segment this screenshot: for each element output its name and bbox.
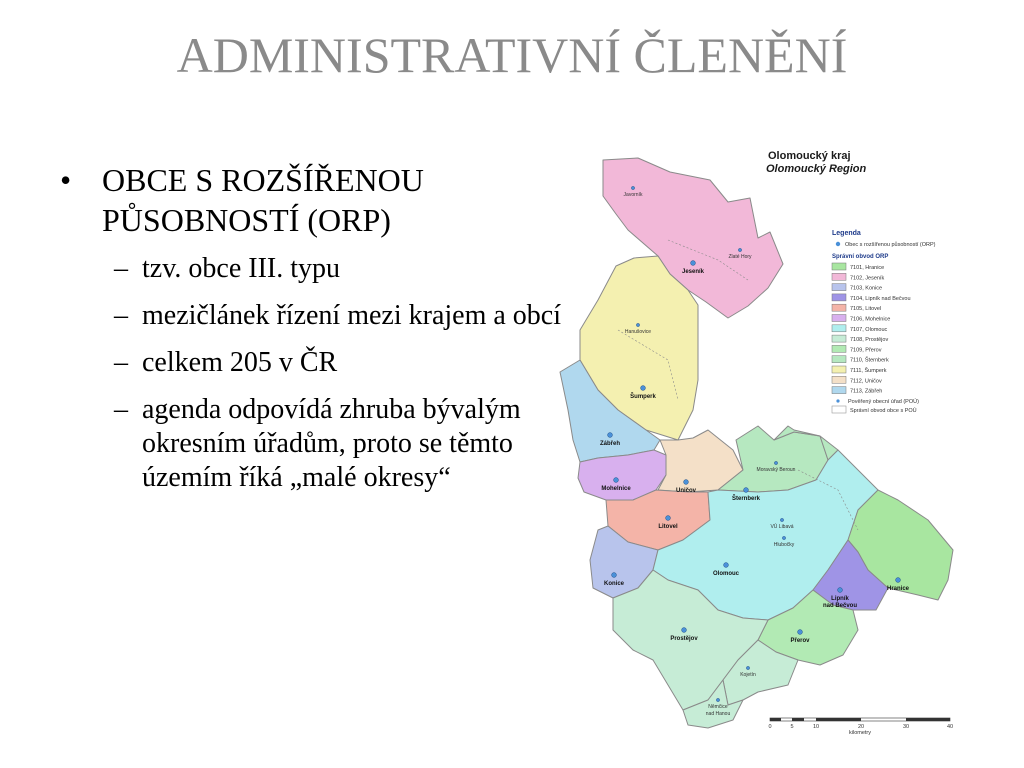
- town-marker: [724, 563, 729, 568]
- legend-swatch: [832, 335, 846, 342]
- town-label: Prostějov: [670, 636, 698, 642]
- town-marker: [738, 248, 741, 251]
- sub-bullet-list: [58, 252, 568, 495]
- scale-bar-segment: [906, 718, 950, 721]
- scale-bar-segment: [816, 718, 861, 721]
- town-marker: [631, 186, 634, 189]
- town-label: Kojetín: [740, 672, 756, 678]
- town-label: nad Bečvou: [822, 603, 858, 609]
- legend-swatch: [832, 345, 846, 352]
- town-label: Zlaté Hory: [728, 254, 752, 260]
- town-marker: [684, 480, 689, 485]
- town-marker: [682, 628, 687, 633]
- scale-bar: [768, 718, 953, 736]
- town-label: Uničov: [675, 488, 697, 494]
- town-label: Šternberk: [731, 496, 761, 502]
- legend-point-label: Obec s rozšířenou působností (ORP): [845, 242, 936, 248]
- town-label: Němčice: [708, 704, 728, 710]
- scale-tick-label: 10: [812, 724, 820, 730]
- sub-bullet-text: celkem 205 v ČR: [142, 347, 338, 378]
- main-bullet: [58, 160, 568, 240]
- bullet-symbol: •: [60, 162, 72, 198]
- scale-tick-label: 0: [768, 724, 772, 730]
- town-marker: [612, 573, 617, 578]
- scale-tick-label: 5: [790, 724, 794, 730]
- legend-item-label: 7112, Uničov: [850, 378, 882, 385]
- orp-point-icon: [836, 242, 840, 246]
- legend-swatch: [832, 356, 846, 363]
- town-marker: [636, 323, 639, 326]
- town-marker: [798, 630, 803, 635]
- sub-bullet: [58, 393, 568, 495]
- town-label: Přerov: [790, 638, 810, 644]
- town-marker: [608, 433, 613, 438]
- town-marker: [896, 578, 901, 583]
- scale-bar-segment: [792, 718, 804, 721]
- region-map: [558, 140, 958, 740]
- scale-tick-label: 20: [857, 724, 865, 730]
- town-marker: [716, 698, 719, 701]
- town-marker: [691, 261, 696, 266]
- legend-swatch: [832, 294, 846, 301]
- legend-item-label: 7104, Lipník nad Bečvou: [850, 295, 911, 302]
- legend-item-label: 7109, Přerov: [850, 347, 882, 354]
- town-label: Hanušovice: [624, 329, 652, 335]
- legend-swatch: [832, 387, 846, 394]
- town-marker: [746, 666, 749, 669]
- scale-unit: kilometry: [849, 730, 872, 736]
- town-marker: [838, 588, 843, 593]
- scale-tick-label: 40: [946, 724, 954, 730]
- legend-item-label: 7110, Šternberk: [850, 357, 889, 364]
- town-label: Olomouc: [712, 571, 740, 577]
- town-label: Litovel: [658, 524, 678, 530]
- scale-bar-segment: [770, 718, 781, 721]
- pou-point-icon: [836, 399, 839, 402]
- main-bullet-text: OBCE S ROZŠÍŘENOU PŮSOBNOSTÍ (ORP): [102, 162, 424, 238]
- legend-swatch: [832, 315, 846, 322]
- legend-item-label: 7107, Olomouc: [850, 326, 888, 333]
- sub-bullet-text: tzv. obce III. typu: [142, 253, 340, 284]
- sub-bullet: [58, 346, 568, 380]
- town-marker: [782, 536, 785, 539]
- town-label: Šumperk: [630, 394, 656, 400]
- map-legend: [832, 230, 936, 414]
- town-marker: [780, 518, 783, 521]
- slide-title: ADMINISTRATIVNÍ ČLENĚNÍ: [176, 27, 848, 83]
- legend-swatch: [832, 325, 846, 332]
- scale-tick-label: 30: [902, 724, 910, 730]
- sub-bullet-text: agenda odpovídá zhruba bývalým okresním úřadům, proto se těmto územím říká „malé okresy“: [142, 394, 521, 493]
- dash-symbol: –: [114, 394, 128, 425]
- legend-title: Legenda: [832, 230, 861, 237]
- legend-item-label: 7102, Jeseník: [850, 275, 885, 282]
- map-title: Olomoucký kraj: [768, 150, 851, 162]
- legend-item-label: 7111, Šumperk: [850, 368, 887, 374]
- legend-item-label: 7113, Zábřeh: [850, 388, 883, 395]
- dash-symbol: –: [114, 300, 128, 331]
- town-label: Mohelnice: [601, 486, 631, 492]
- town-label: Jeseník: [681, 269, 705, 275]
- town-marker: [666, 516, 671, 521]
- town-marker: [744, 488, 749, 493]
- legend-office: Pověřený obecní úřad (POÚ): [848, 399, 919, 405]
- legend-item-label: 7103, Konice: [850, 285, 883, 292]
- legend-section: Správní obvod ORP: [832, 254, 889, 260]
- bullet-list: [58, 160, 568, 508]
- region-map-svg: [558, 140, 958, 740]
- legend-swatch: [832, 263, 846, 270]
- town-label: Hranice: [886, 586, 910, 592]
- town-label: Javorník: [623, 192, 643, 198]
- town-label: Zábřeh: [599, 441, 621, 447]
- legend-swatch: [832, 284, 846, 291]
- town-marker: [614, 478, 619, 483]
- dash-symbol: –: [114, 347, 128, 378]
- legend-item-label: 7106, Mohelnice: [850, 316, 891, 323]
- town-marker: [774, 461, 777, 464]
- legend-item-label: 7105, Litovel: [850, 306, 882, 313]
- legend-item-label: 7108, Prostějov: [850, 337, 889, 344]
- dash-symbol: –: [114, 253, 128, 284]
- legend-item-label: 7101, Hranice: [850, 265, 885, 271]
- sub-bullet: [58, 252, 568, 286]
- legend-swatch: [832, 366, 846, 373]
- town-label: Konice: [603, 581, 625, 587]
- sub-bullet-text: mezičlánek řízení mezi krajem a obcí: [142, 300, 562, 331]
- legend-office-area-swatch: [832, 406, 846, 413]
- map-subtitle: Olomoucký Region: [766, 163, 867, 175]
- legend-office-area: Správní obvod obce s POÚ: [850, 408, 917, 414]
- legend-swatch: [832, 273, 846, 280]
- legend-swatch: [832, 376, 846, 383]
- sub-bullet: [58, 299, 568, 333]
- town-label: nad Hanou: [705, 711, 731, 717]
- legend-swatch: [832, 304, 846, 311]
- town-marker: [641, 386, 646, 391]
- town-label: Lipník: [831, 596, 849, 602]
- town-label: VÚ Libavá: [770, 524, 794, 530]
- town-label: Hlubočky: [773, 542, 795, 548]
- town-label: Moravský Beroun: [756, 467, 796, 473]
